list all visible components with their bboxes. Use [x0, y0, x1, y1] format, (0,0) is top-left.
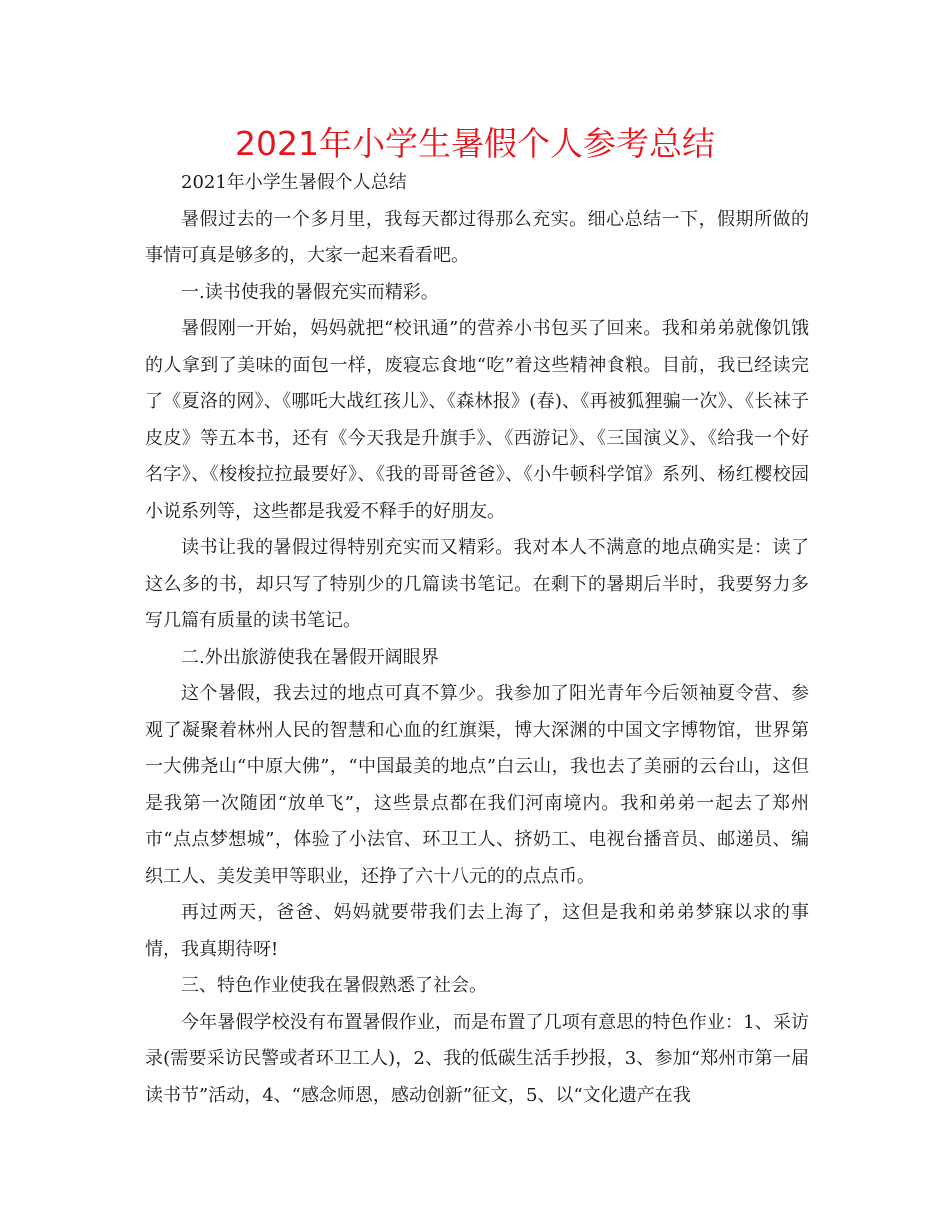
paragraph-travel-places: 这个暑假，我去过的地点可真不算少。我参加了阳光青年今后领袖夏令营、参观了凝聚着林州人民的智慧和心血的红旗渠，博大深渊的中国文字博物馆，世界第一大佛尧山“中原大佛”，“中国最美的地点”白云山，我也去了美丽的云台山，这但是我第一次随团“放单飞”，这些景点都在我们河南境内。我和弟弟一起去了郑州市“点点梦想城”，体验了小法官、环卫工人、挤奶工、电视台播音员、邮递员、编织工人、美发美甲等职业，还挣了六十八元的的点点币。 — [145, 683, 809, 887]
paragraph-subtitle: 2021年小学生暑假个人总结 — [181, 172, 407, 193]
paragraph-intro: 暑假过去的一个多月里，我每天都过得那么充实。细心总结一下，假期所做的事情可真是够多的，大家一起来看看吧。 — [145, 208, 809, 266]
paragraph-reading-books: 暑假刚一开始，妈妈就把“校讯通”的营养小书包买了回来。我和弟弟就像饥饿的人拿到了美味的面包一样，废寝忘食地“吃”着这些精神食粮。目前，我已经读完了《夏洛的网》、《哪吒大战红孩儿》、《森林报》(春)、《再被狐狸骗一次》、《长袜子皮皮》等五本书，还有《今天我是升旗手》、《西游记》、《三国演义》、《给我一个好名字》、《梭梭拉拉最要好》、《我的哥哥爸爸》、《小牛顿科学馆》系列、杨红樱校园小说系列等，这些都是我爱不释手的好朋友。 — [145, 318, 809, 522]
section-heading-reading: 一.读书使我的暑假充实而精彩。 — [181, 281, 439, 303]
paragraph-homework-list: 今年暑假学校没有布置暑假作业，而是布置了几项有意思的特色作业：1、采访录(需要采访民警或者环卫工人)，2、我的低碳生活手抄报，3、参加“郑州市第一届读书节”活动，4、“感念师恩，感动创新”征文，5、以“文化遗产在我 — [145, 1011, 809, 1106]
section-heading-travel: 二.外出旅游使我在暑假开阔眼界 — [181, 646, 439, 668]
section-heading-homework: 三、特色作业使我在暑假熟悉了社会。 — [181, 975, 487, 996]
document-title: 2021年小学生暑假个人参考总结 — [235, 124, 715, 163]
paragraph-travel-shanghai: 再过两天，爸爸、妈妈就要带我们去上海了，这但是我和弟弟梦寐以求的事情，我真期待呀! — [145, 902, 809, 960]
paragraph-reading-reflection: 读书让我的暑假过得特别充实而又精彩。我对本人不满意的地点确实是：读了这么多的书，却只写了特别少的几篇读书笔记。在剩下的暑期后半时，我要努力多写几篇有质量的读书笔记。 — [145, 537, 809, 631]
document-body — [145, 165, 809, 1114]
